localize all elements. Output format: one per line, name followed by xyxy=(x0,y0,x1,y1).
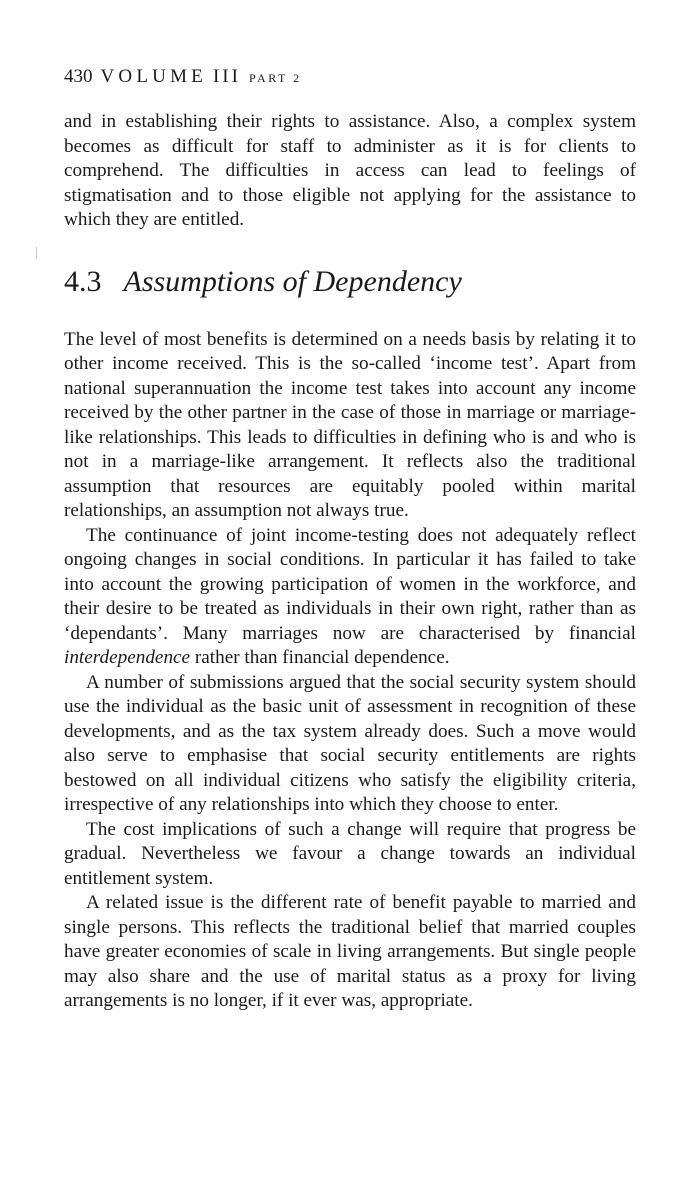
section-number: 4.3 xyxy=(64,264,102,298)
paragraph-text: The continuance of joint income-testing does not adequately reflect ongoing changes in social conditions. In particular it has failed to take into account the growing participation of women in the workforce, and their desire to be treated as individuals in their own right, rather than as ‘dependants’. Many marriages now are characterised by financial xyxy=(64,524,636,644)
volume-numeral: III xyxy=(212,66,241,87)
section-title: Assumptions of Dependency xyxy=(123,264,462,298)
paragraph-cost-implications: The cost implications of such a change will require that progress be gradual. Nevertheless we favour a change towards an individual entitlement system. xyxy=(64,818,636,889)
paragraph-text: rather than financial dependence. xyxy=(190,647,450,668)
margin-mark xyxy=(36,247,37,259)
paragraph-related-issue: A related issue is the different rate of benefit payable to married and single persons. This reflects the traditional belief that married couples have greater economies of scale in living arrangements. But single people may also share and the use of marital status as a proxy for living arrangements is no longer, if it ever was, appropriate. xyxy=(64,892,636,1011)
paragraph-income-test: The level of most benefits is determined on a needs basis by relating it to other income received. This is the so-called ‘income test’. Apart from national superannuation the income test takes into account any income received by the other partner in the case of those in marriage or marriage-like relationships. This leads to difficulties in defining who is and who is not in a marriage-like arrangement. It reflects also the traditional assumption that resources are equitably pooled within marital relationships, an assumption not always true. xyxy=(64,328,636,521)
paragraph-submissions: A number of submissions argued that the social security system should use the individual as the basic unit of assessment in recognition of these developments, and as the tax system already does. Such a move would also serve to emphasise that social security entitlements are rights bestowed on all individual citizens who satisfy the eligibility criteria, irrespective of any relationships into which they choose to enter. xyxy=(64,671,636,815)
running-head xyxy=(64,63,636,92)
emphasis-text: interdependence xyxy=(64,647,191,668)
page-number: 430 xyxy=(64,66,93,87)
section-heading xyxy=(64,264,636,300)
volume-label: VOLUME xyxy=(100,66,207,87)
intro-paragraph: and in establishing their rights to assistance. Also, a complex system becomes as difficult for staff to administer as it is for clients to comprehend. The difficulties in access can lead to feelings of stigmatisation and to those eligible not applying for the assistance to which they are entitled. xyxy=(64,111,636,230)
part-label: PART 2 xyxy=(248,71,302,85)
paragraph-joint-income-testing xyxy=(64,524,636,671)
